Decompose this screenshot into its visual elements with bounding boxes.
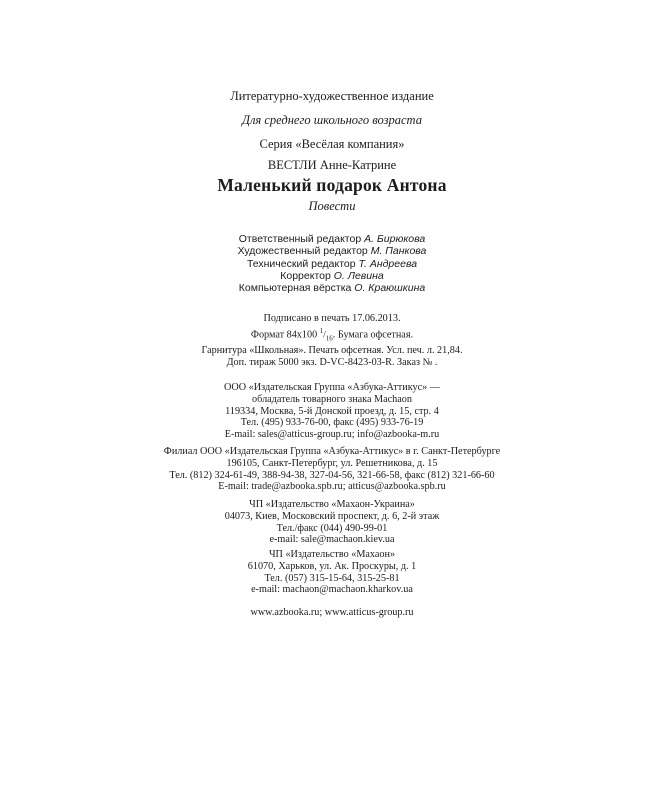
publisher-spb — [0, 446, 664, 493]
publisher-line: E-mail: sales@atticus-group.ru; info@azbooka-m.ru — [224, 429, 440, 441]
publisher-kharkov — [0, 549, 664, 596]
credit-role: Корректор — [280, 269, 331, 282]
edition-type: Литературно-художественное издание — [230, 89, 434, 103]
publisher-line: e-mail: machaon@machaon.kharkov.ua — [251, 584, 413, 596]
credit-line — [0, 270, 664, 282]
websites — [0, 607, 664, 619]
credits-list — [0, 233, 664, 294]
publisher-line: Тел. (495) 933-76-00, факс (495) 933-76-19 — [240, 417, 424, 429]
credit-role: Технический редактор — [246, 257, 356, 270]
publisher-line: 61070, Харьков, ул. Ак. Проскуры, д. 1 — [247, 560, 417, 572]
publisher-line: ЧП «Издательство «Махаон-Украина» — [249, 499, 415, 510]
edition-header — [0, 84, 664, 156]
website-links: www.azbooka.ru; www.atticus-group.ru — [250, 607, 414, 618]
publisher-line: 119334, Москва, 5-й Донской проезд, д. 15, стр. 4 — [225, 405, 439, 417]
publisher-kiev — [0, 499, 664, 546]
publisher-line: 196105, Санкт-Петербург, ул. Решетникова, д. 15 — [226, 457, 438, 469]
credit-line — [0, 282, 664, 294]
series-name: Серия «Весёлая компания» — [259, 137, 405, 151]
publisher-line: Филиал ООО «Издательская Группа «Азбука-Аттикус» в г. Санкт-Петербурге — [163, 446, 501, 457]
printing-info — [0, 313, 664, 369]
publisher-moscow — [0, 382, 664, 441]
book-title: Маленький подарок Антона — [217, 175, 447, 195]
publisher-line: Тел. (812) 324-61-49, 388-94-38, 327-04-56, 321-66-58, факс (812) 321-66-60 — [169, 469, 495, 481]
typeface-info: Гарнитура «Школьная». Печать офсетная. Усл. печ. л. 21,84. — [201, 344, 463, 356]
publisher-line: 04073, Киев, Московский проспект, д. 6, 2-й этаж — [224, 510, 440, 522]
book-genre: Повести — [308, 199, 356, 213]
credit-name: М. Панкова — [370, 245, 427, 258]
publisher-line: обладатель товарного знака Machaon — [252, 393, 412, 405]
credit-line — [0, 233, 664, 245]
book-title-block — [0, 156, 664, 216]
credit-line — [0, 245, 664, 257]
publisher-line: Тел. (057) 315-15-64, 315-25-81 — [264, 572, 400, 584]
credit-name: О. Краюшкина — [354, 282, 426, 295]
credit-role: Ответственный редактор — [238, 233, 362, 245]
print-run: Доп. тираж 5000 экз. D-VC-8423-03-R. Заказ № . — [226, 357, 438, 369]
credit-role: Художественный редактор — [237, 245, 368, 258]
credit-name: Т. Андреева — [358, 257, 418, 270]
publisher-line: ЧП «Издательство «Махаон» — [268, 549, 396, 560]
signed-date: Подписано в печать 17.06.2013. — [263, 313, 401, 324]
credit-line — [0, 258, 664, 270]
publisher-line: E-mail: trade@azbooka.spb.ru; atticus@azbooka.spb.ru — [218, 481, 446, 493]
age-group: Для среднего школьного возраста — [242, 113, 422, 127]
credit-name: О. Левина — [333, 269, 384, 282]
credit-role: Компьютерная вёрстка — [238, 282, 352, 295]
publisher-line: Тел./факс (044) 490-99-01 — [276, 522, 388, 534]
publisher-line: e-mail: sale@machaon.kiev.ua — [269, 534, 395, 546]
publisher-line: ООО «Издательская Группа «Азбука-Аттикус» — — [224, 382, 440, 393]
credit-name: А. Бирюкова — [364, 233, 426, 245]
book-author: ВЕСТЛИ Анне-Катрине — [267, 158, 397, 172]
paper-format: Формат 84x100 $^1/_{16}$. Бумага офсетная. — [250, 327, 414, 343]
